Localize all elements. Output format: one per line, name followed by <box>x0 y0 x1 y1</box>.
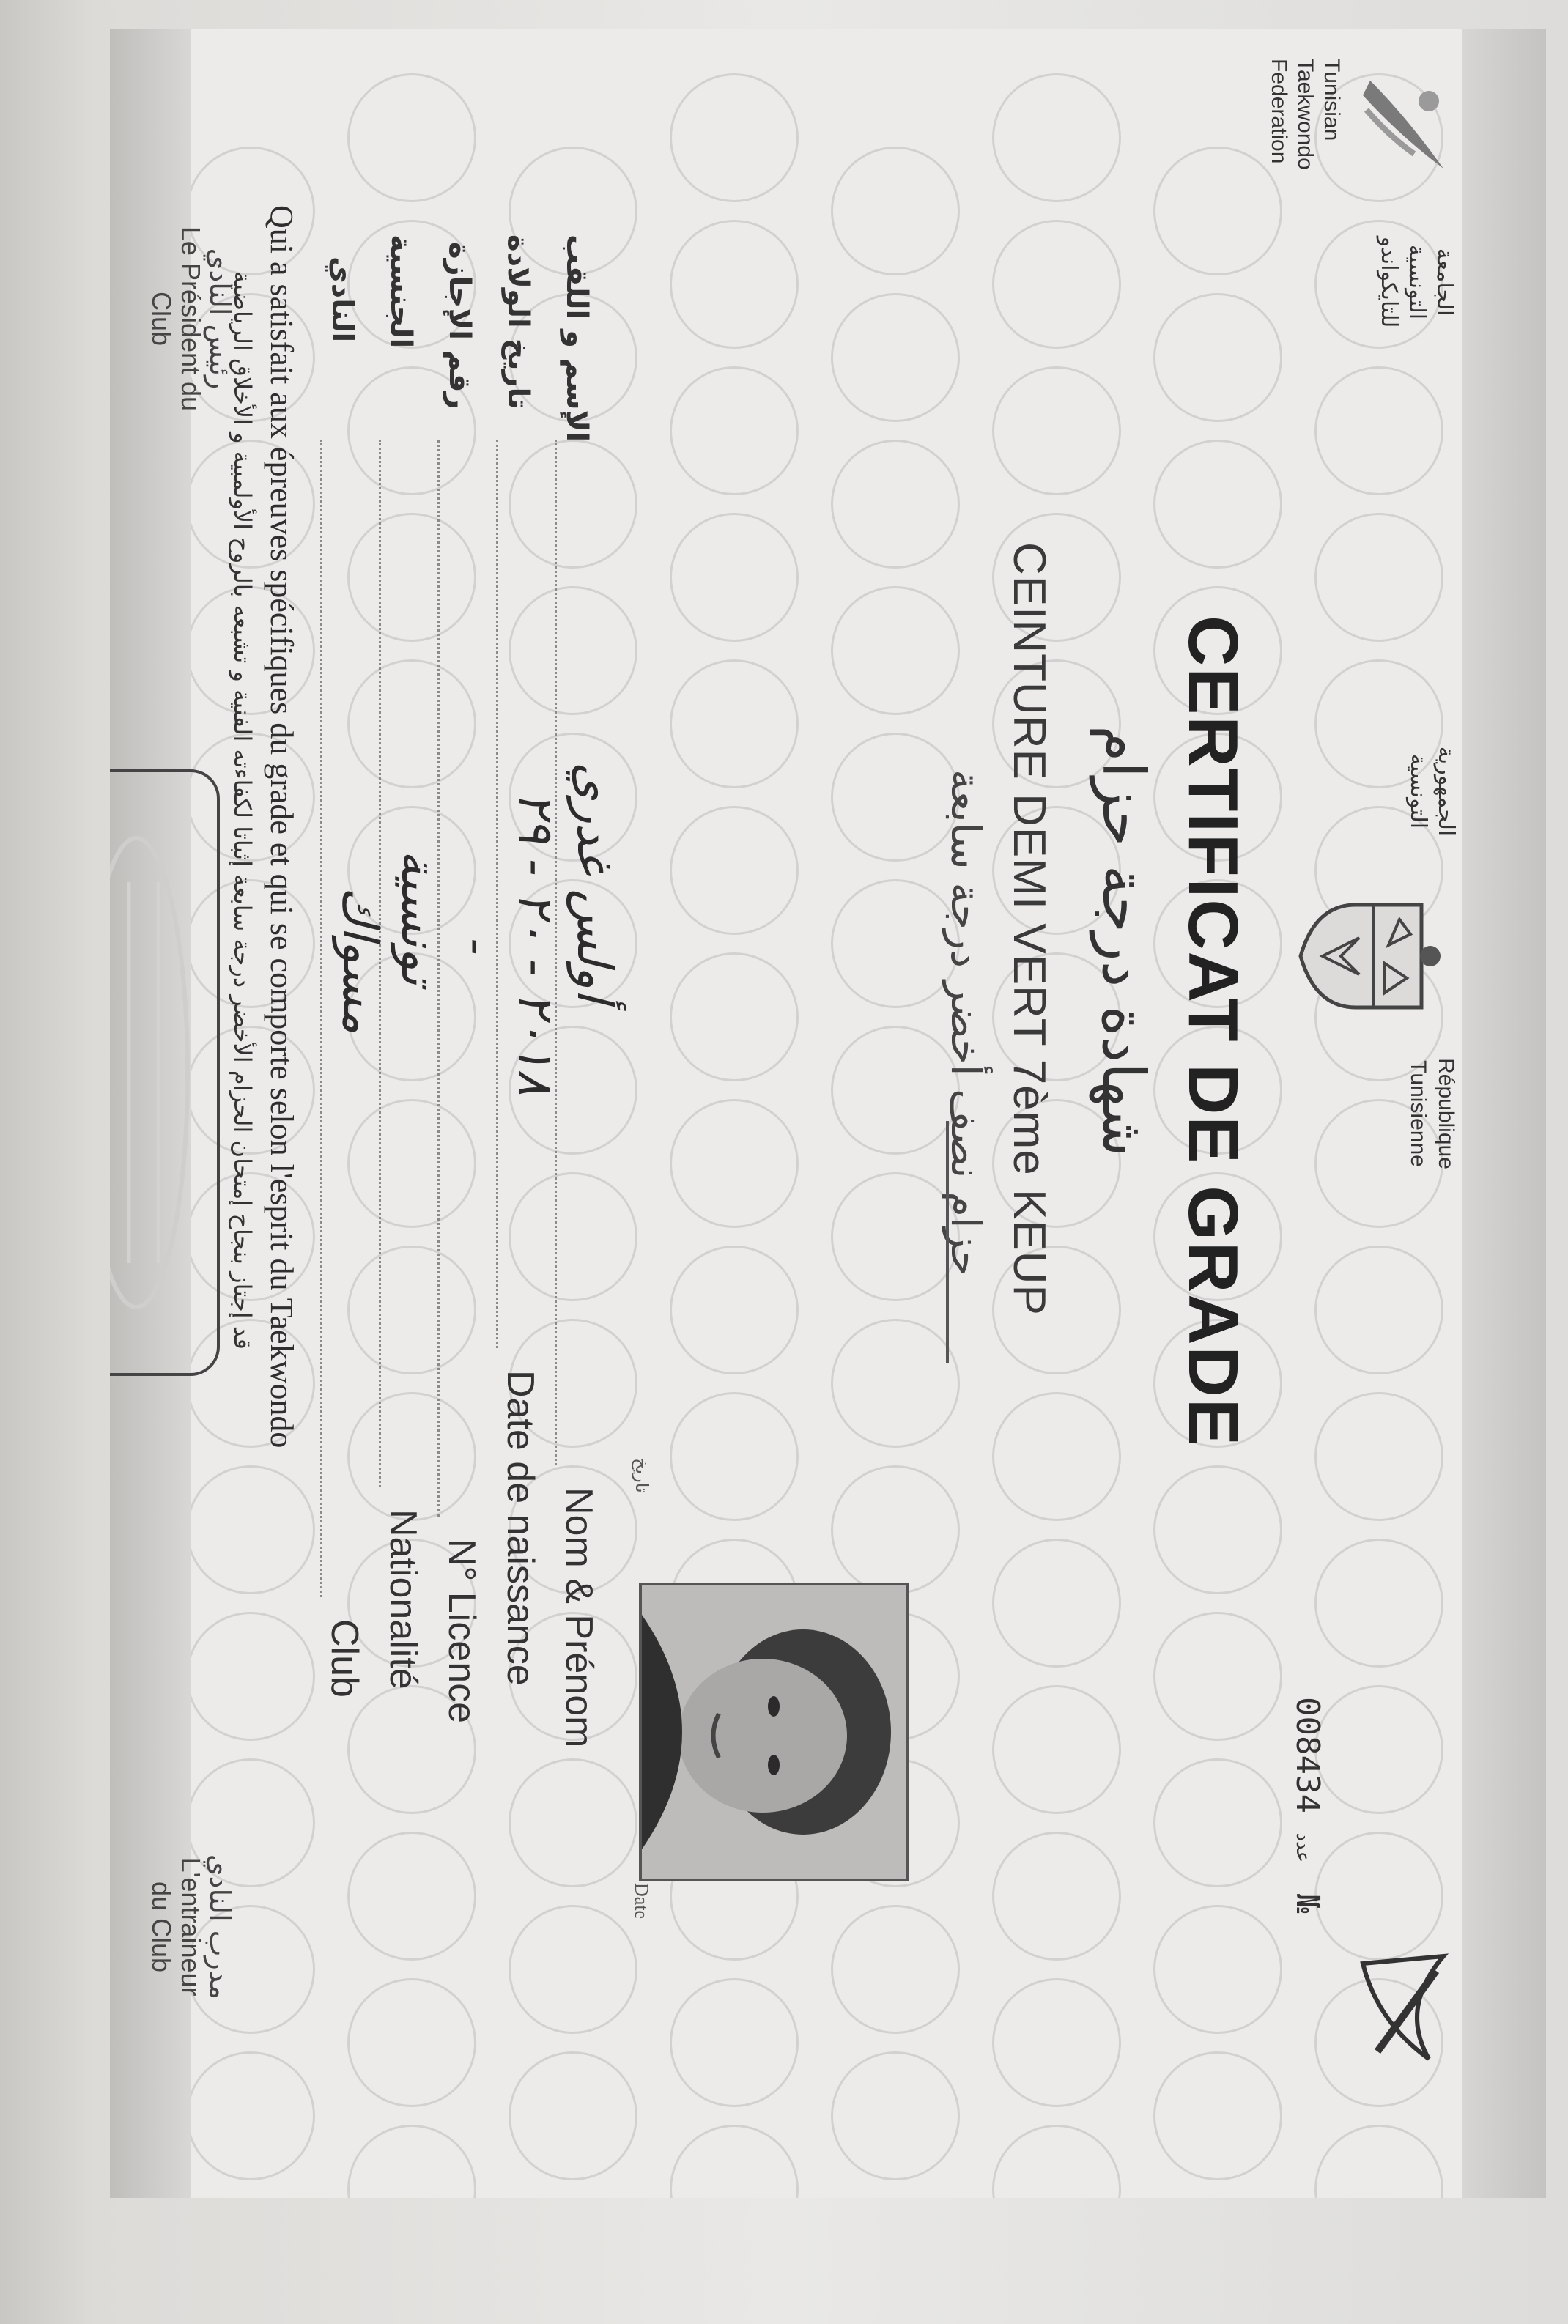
watermark-ring <box>1314 1392 1443 1521</box>
watermark-ring <box>186 1612 315 1741</box>
republic-fr-name: République Tunisienne <box>1406 1058 1458 1169</box>
watermark-ring <box>670 952 799 1081</box>
field-label-club-fr: Club <box>323 1619 366 1698</box>
watermark-ring <box>670 1099 799 1228</box>
watermark-ring <box>670 1392 799 1521</box>
field-label-name-fr: Nom & Prénom <box>558 1487 600 1748</box>
photo-date-label-fr: Date <box>631 1883 652 1920</box>
watermark-ring <box>1153 440 1282 569</box>
watermark-ring <box>1153 147 1282 275</box>
watermark-ring <box>670 366 799 495</box>
watermark-ring <box>1153 293 1282 422</box>
watermark-ring <box>1153 1905 1282 2034</box>
official-stamp-box <box>110 769 220 1376</box>
watermark-ring <box>831 1905 960 2034</box>
federation-en-name: Tunisian Taekwondo Federation <box>1267 59 1344 170</box>
top-band <box>1462 29 1546 2198</box>
watermark-ring <box>831 1465 960 1594</box>
field-label-nationality-fr: Nationalité <box>382 1509 424 1690</box>
watermark-ring <box>992 1978 1121 2107</box>
watermark-ring <box>509 1172 637 1301</box>
watermark-ring <box>670 220 799 349</box>
watermark-ring <box>992 1539 1121 1668</box>
field-value-licence: - <box>449 938 506 955</box>
tunisia-coat-of-arms-icon <box>1297 894 1443 1018</box>
watermark-ring <box>347 1978 476 2107</box>
watermark-ring <box>1153 1758 1282 1887</box>
watermark-ring <box>670 1246 799 1374</box>
watermark-ring <box>992 1392 1121 1521</box>
statement-ar: قد إجتاز بنجاح إمتحان الحزام الأخضر درجة سابعة إثباتا لكفاءته الفنية و تشبعه بالروح الأولمبية و الأخلاق الرياضية <box>229 271 256 1350</box>
watermark-ring <box>509 2051 637 2180</box>
field-label-nationality-ar: الجنسية <box>384 234 418 349</box>
watermark-ring <box>347 1099 476 1228</box>
watermark-ring <box>1314 1539 1443 1668</box>
watermark-ring <box>831 2051 960 2180</box>
field-label-licence-ar: رقم الإجازة <box>443 242 476 410</box>
coach-signature-block: مدرب النادي L'entraineur du Club <box>147 1854 236 2000</box>
belt-grade-underline <box>946 1121 949 1363</box>
field-value-birthdate: ٢٠١٨ - ٢٠ - ٢٩ <box>508 791 564 1096</box>
watermark-ring <box>670 659 799 788</box>
republic-ar-name: الجمهورية التونسية <box>1405 746 1459 837</box>
field-value-nationality: تونسية <box>391 850 447 986</box>
watermark-ring <box>1153 1465 1282 1594</box>
watermark-ring <box>992 1685 1121 1814</box>
watermark-ring <box>670 73 799 202</box>
watermark-ring <box>1314 2125 1443 2198</box>
watermark-ring <box>1314 1246 1443 1374</box>
field-line-club <box>320 440 322 1597</box>
watermark-ring <box>831 147 960 275</box>
watermark-ring <box>1314 1685 1443 1814</box>
watermark-ring <box>831 879 960 1008</box>
watermark-ring <box>509 586 637 715</box>
certificate-number: عدد 008434 № <box>1289 1697 1326 1914</box>
watermark-ring <box>347 2125 476 2198</box>
watermark-ring <box>992 73 1121 202</box>
field-label-name-ar: الإسم و اللقب <box>560 234 593 443</box>
watermark-ring <box>509 1758 637 1887</box>
watermark-ring <box>347 1392 476 1521</box>
watermark-ring <box>831 1172 960 1301</box>
watermark-ring <box>186 1465 315 1594</box>
watermark-ring <box>347 73 476 202</box>
watermark-ring <box>1153 2051 1282 2180</box>
watermark-ring <box>831 1026 960 1155</box>
watermark-ring <box>992 2125 1121 2198</box>
watermark-ring <box>831 293 960 422</box>
field-line-birthdate <box>496 440 498 1348</box>
watermark-ring <box>509 1905 637 2034</box>
watermark-ring <box>831 586 960 715</box>
watermark-ring <box>992 366 1121 495</box>
watermark-ring <box>509 440 637 569</box>
federation-logo-icon <box>1356 66 1458 176</box>
field-value-name: أولس غدري <box>566 762 623 1003</box>
field-label-birthdate-fr: Date de naissance <box>499 1370 541 1686</box>
watermark-ring <box>670 2125 799 2198</box>
statement-fr: Qui a satisfait aux épreuves spécifiques du grade et qui se comporte selon l'esprit du Taekwondo <box>264 205 300 1448</box>
portrait-image <box>642 1585 906 1879</box>
president-signature-block: رئيس النادي Le Président du Club <box>147 226 236 412</box>
watermark-ring <box>1153 1612 1282 1741</box>
belt-grade-ar: حزام نصف أخضر درجة سابعة <box>942 769 989 1276</box>
watermark-ring <box>670 1978 799 2107</box>
watermark-ring <box>1314 366 1443 495</box>
watermark-ring <box>347 1832 476 1961</box>
watermark-ring <box>1314 513 1443 642</box>
watermark-ring <box>831 1319 960 1448</box>
stamp-impression <box>110 772 217 1373</box>
photo-date-label-ar: تاريخ <box>632 1458 652 1493</box>
field-value-club: مسواك <box>332 887 388 1035</box>
belt-grade-fr: CEINTURE DEMI VERT 7ème KEUP <box>1004 542 1054 1316</box>
organization-logo-icon <box>1348 1942 1458 2073</box>
field-label-club-ar: النادي <box>325 256 359 343</box>
watermark-ring <box>992 220 1121 349</box>
watermark-ring <box>670 513 799 642</box>
watermark-ring <box>992 1832 1121 1961</box>
watermark-ring <box>186 2051 315 2180</box>
student-photo <box>639 1583 909 1881</box>
certificate <box>110 29 1546 2198</box>
field-label-birthdate-ar: تاريخ الولادة <box>501 234 535 410</box>
watermark-ring <box>670 806 799 935</box>
watermark-ring <box>347 1246 476 1374</box>
certificate-title-ar: شهادة درجة حزام <box>1090 725 1158 1157</box>
federation-ar-name: الجامعة التونسية للتايكواندو <box>1376 236 1457 328</box>
watermark-ring <box>831 733 960 862</box>
watermark-ring <box>831 440 960 569</box>
certificate-title-fr: CERTIFICAT DE GRADE <box>1174 615 1252 1447</box>
watermark-ring <box>347 659 476 788</box>
watermark-ring <box>347 513 476 642</box>
field-label-licence-fr: N° Licence <box>440 1539 483 1724</box>
